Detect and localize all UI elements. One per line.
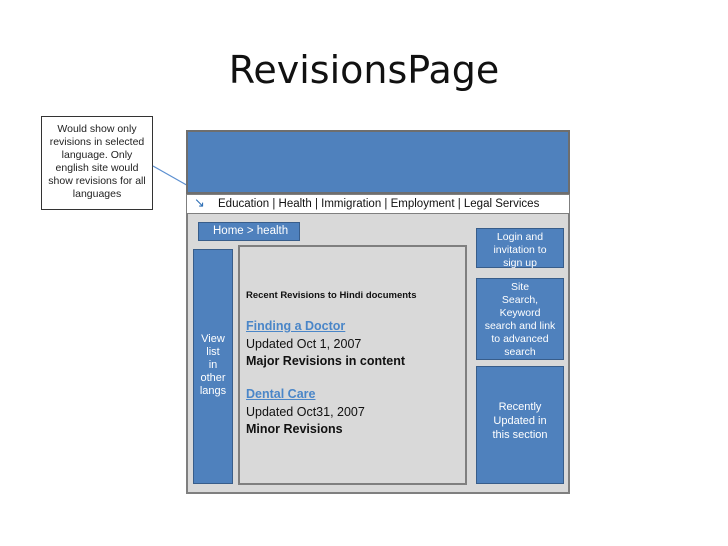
box-line: search [504, 346, 536, 358]
page-title: RevisionsPage [228, 48, 500, 92]
revision-link-finding-a-doctor[interactable]: Finding a Doctor [246, 319, 346, 333]
box-line: search and link [484, 320, 556, 332]
panel-line: list [206, 346, 220, 358]
box-line: this section [492, 429, 548, 441]
box-line: Login and [496, 231, 544, 243]
revision-link-dental-care[interactable]: Dental Care [246, 387, 316, 401]
breadcrumb[interactable]: Home > health [198, 222, 300, 241]
panel-line: in [208, 359, 218, 371]
revision-updated-date: Updated Oct31, 2007 [246, 405, 365, 419]
revision-updated-date: Updated Oct 1, 2007 [246, 337, 362, 351]
annotation-callout: Would show only revisions in selected language. Only english site would show revisions for all languages [41, 116, 153, 210]
box-line: Search, [501, 294, 539, 306]
box-line: Updated in [493, 415, 547, 427]
box-line: invitation to [493, 244, 547, 256]
site-header-banner [186, 130, 570, 194]
recently-updated-box[interactable] [476, 366, 564, 484]
login-signup-box[interactable] [476, 228, 564, 268]
box-line: Keyword [499, 307, 541, 319]
box-line: Recently [498, 401, 542, 413]
arrow-icon: ↘ [194, 195, 205, 210]
revision-note: Minor Revisions [246, 422, 343, 436]
panel-line: other [200, 372, 226, 384]
panel-line: View [201, 333, 225, 345]
box-line: to advanced [491, 333, 549, 345]
box-line: sign up [503, 257, 537, 269]
box-line: Site [510, 281, 530, 293]
site-search-box[interactable] [476, 278, 564, 360]
revision-note: Major Revisions in content [246, 354, 406, 368]
nav-links[interactable]: Education | Health | Immigration | Employment | Legal Services [218, 198, 540, 210]
language-list-panel[interactable] [193, 249, 233, 484]
panel-line: langs [199, 385, 227, 397]
content-heading: Recent Revisions to Hindi documents [246, 290, 417, 301]
